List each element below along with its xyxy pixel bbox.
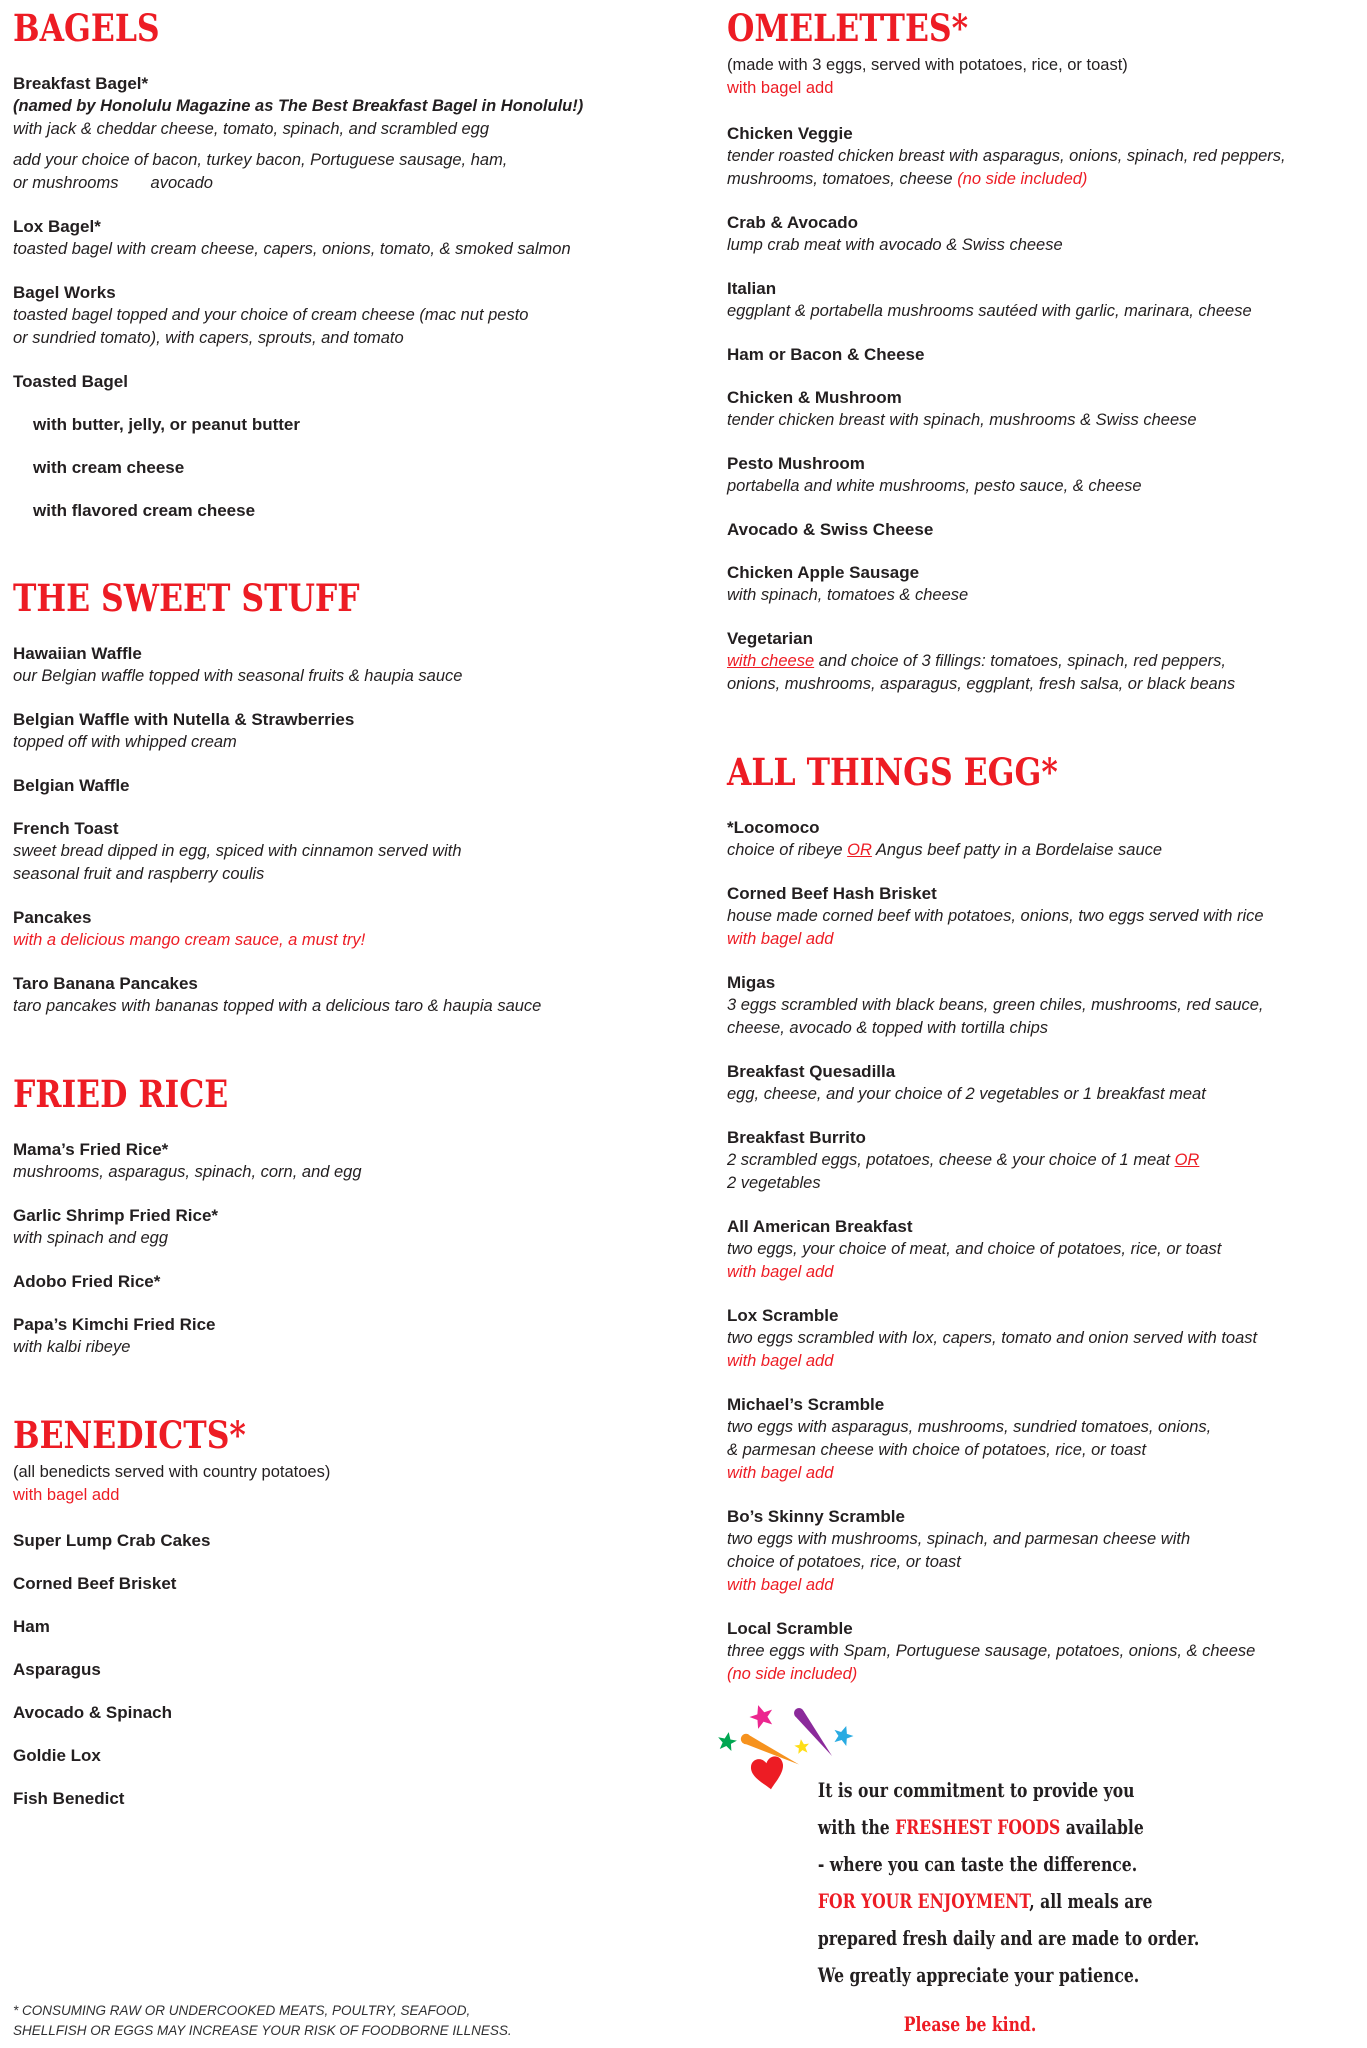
item-desc-line: [727, 1172, 1367, 1195]
item-desc-line: [727, 994, 1367, 1017]
menu-item: [727, 277, 1367, 323]
text-run: sweet bread dipped in egg, spiced with cinnamon served with: [13, 842, 462, 860]
item-desc-line: [727, 1439, 1367, 1462]
item-desc-line: [727, 1528, 1367, 1551]
section-note: with bagel add: [13, 1486, 120, 1504]
item-desc-line: [727, 1574, 1367, 1597]
item-desc-line: [727, 839, 1367, 862]
menu-item: [727, 452, 1367, 498]
menu-item: [13, 1529, 713, 1552]
commitment-line: [817, 1809, 1144, 1846]
item-desc-line: [727, 1238, 1367, 1261]
text-run: our Belgian waffle topped with seasonal fruits & haupia sauce: [13, 667, 463, 685]
item-name: Michael’s Scramble: [727, 1395, 885, 1414]
text-run: two eggs with mushrooms, spinach, and parmesan cheese with: [727, 1530, 1191, 1548]
text-run: cheese, avocado & topped with tortilla chips: [727, 1019, 1049, 1037]
text-run: with bagel add: [727, 930, 834, 948]
text-run: mushrooms, asparagus, spinach, corn, and egg: [13, 1163, 362, 1181]
section-title: BENEDICTS*: [13, 1413, 246, 1457]
menu-section: [727, 6, 1367, 696]
item-desc-line: [727, 1551, 1367, 1574]
commitment-line: [817, 1772, 1135, 1809]
section-note: (made with 3 eggs, served with potatoes, rice, or toast): [727, 56, 1128, 74]
menu-item: [13, 1270, 713, 1293]
menu-item: [727, 386, 1367, 432]
item-desc-line: [13, 172, 713, 195]
text-run: three eggs with Spam, Portuguese sausage, potatoes, onions, & cheese: [727, 1642, 1256, 1660]
highlighted-text: with cheese: [727, 652, 815, 670]
menu-item: [727, 1617, 1367, 1686]
star-icon: [794, 1738, 811, 1754]
item-name: Pancakes: [13, 908, 92, 927]
item-name: Fish Benedict: [13, 1789, 125, 1808]
item-name: Belgian Waffle with Nutella & Strawberries: [13, 710, 355, 729]
menu-item: [727, 1393, 1367, 1485]
item-desc-line: [727, 1261, 1367, 1284]
menu-item: [727, 343, 1367, 366]
item-desc-line: [727, 584, 1367, 607]
item-desc-line: [13, 118, 713, 141]
item-desc-line: [727, 300, 1367, 323]
item-name: Garlic Shrimp Fried Rice*: [13, 1206, 219, 1225]
item-name: Mama’s Fried Rice*: [13, 1140, 169, 1159]
menu-section: [13, 6, 713, 522]
item-desc-line: [727, 1327, 1367, 1350]
footer-disclaimer: [13, 2001, 512, 2041]
menu-item: [13, 817, 713, 886]
item-desc-line: [13, 840, 713, 863]
text-run: two eggs scrambled with lox, capers, tomato and onion served with toast: [727, 1329, 1258, 1347]
menu-item: [13, 72, 713, 195]
item-name: Avocado & Spinach: [13, 1703, 173, 1722]
item-name: Chicken Veggie: [727, 124, 853, 143]
section-note: (all benedicts served with country potatoes): [13, 1463, 331, 1481]
menu-item: [727, 1215, 1367, 1284]
text-run: with bagel add: [727, 1576, 834, 1594]
text-run: mushrooms, tomatoes, cheese: [727, 170, 958, 188]
text-run: with kalbi ribeye: [13, 1338, 131, 1356]
menu-column-right: [727, 6, 1367, 1686]
item-name: Chicken Apple Sausage: [727, 563, 920, 582]
star-icon: [747, 1701, 777, 1730]
menu-item: [13, 1658, 713, 1681]
menu-section: [13, 1413, 713, 1810]
item-desc-line: [13, 238, 713, 261]
item-desc-line: [727, 168, 1367, 191]
item-desc-line: [13, 327, 713, 350]
item-name: Toasted Bagel: [13, 372, 128, 391]
section-title: FRIED RICE: [13, 1072, 229, 1116]
section-title: THE SWEET STUFF: [13, 576, 360, 620]
item-name: Breakfast Bagel*: [13, 74, 149, 93]
text-run: - where you can taste the difference.: [817, 1852, 1138, 1876]
item-name: Lox Bagel*: [13, 217, 101, 236]
text-run: with jack & cheddar cheese, tomato, spinach, and scrambled egg: [13, 120, 490, 138]
item-option: with flavored cream cheese: [33, 501, 256, 520]
section-title: ALL THINGS EGG*: [727, 750, 1058, 794]
item-name: Bagel Works: [13, 283, 116, 302]
item-name: *Locomoco: [727, 818, 820, 837]
item-option: with cream cheese: [33, 458, 185, 477]
menu-section: [727, 750, 1367, 1686]
commitment-line: [817, 1883, 1153, 1920]
text-run: (named by Honolulu Magazine as The Best Breakfast Bagel in Honolulu!): [13, 97, 584, 115]
item-name: Taro Banana Pancakes: [13, 974, 198, 993]
text-run: , all meals are: [1029, 1889, 1153, 1913]
text-run: with spinach and egg: [13, 1229, 169, 1247]
item-name: Avocado & Swiss Cheese: [727, 520, 934, 539]
menu-item: [727, 1304, 1367, 1373]
item-name: Belgian Waffle: [13, 776, 130, 795]
item-desc-line: [727, 1017, 1367, 1040]
section-notes: [727, 54, 1367, 100]
commitment-line: [817, 1920, 1200, 1957]
menu-item: [13, 1615, 713, 1638]
text-run: taro pancakes with bananas topped with a delicious taro & haupia sauce: [13, 997, 542, 1015]
item-desc-line: [727, 928, 1367, 951]
text-run: seasonal fruit and raspberry coulis: [13, 865, 265, 883]
text-run: with bagel add: [727, 1464, 834, 1482]
item-name: Ham: [13, 1617, 50, 1636]
menu-item: [727, 1505, 1367, 1597]
highlighted-text: (no side included): [957, 170, 1088, 188]
item-option: with butter, jelly, or peanut butter: [33, 415, 300, 434]
item-desc-line: [13, 149, 713, 172]
item-desc-line: [13, 95, 713, 118]
item-name: Super Lump Crab Cakes: [13, 1531, 211, 1550]
menu-item: [727, 816, 1367, 862]
text-run: house made corned beef with potatoes, onions, two eggs served with rice: [727, 907, 1264, 925]
item-name: All American Breakfast: [727, 1217, 913, 1236]
text-run: portabella and white mushrooms, pesto sauce, & cheese: [727, 477, 1142, 495]
text-run: or sundried tomato), with capers, sprouts, and tomato: [13, 329, 404, 347]
item-desc-line: [727, 1416, 1367, 1439]
text-run: choice of ribeye: [727, 841, 848, 859]
menu-item: [727, 561, 1367, 607]
menu-item: [13, 1787, 713, 1810]
item-desc-line: [13, 731, 713, 754]
text-run: or mushrooms avocado: [13, 174, 213, 192]
item-name: Local Scramble: [727, 1619, 853, 1638]
menu-item: [727, 882, 1367, 951]
item-name: Asparagus: [13, 1660, 101, 1679]
star-icon: [716, 1731, 738, 1752]
item-desc-line: [727, 673, 1367, 696]
please-be-kind-text: Please be kind.: [903, 2012, 1037, 2036]
text-run: choice of potatoes, rice, or toast: [727, 1553, 961, 1571]
text-run: (no side included): [727, 1665, 858, 1683]
menu-item: [13, 1313, 713, 1359]
menu-item: [13, 642, 713, 688]
item-name: Adobo Fried Rice*: [13, 1272, 161, 1291]
item-desc-line: [727, 905, 1367, 928]
item-desc-line: [13, 1336, 713, 1359]
menu-section: [13, 1072, 713, 1359]
commitment-line: [817, 1846, 1138, 1883]
item-name: Breakfast Burrito: [727, 1128, 866, 1147]
text-run: eggplant & portabella mushrooms sautéed with garlic, marinara, cheese: [727, 302, 1252, 320]
text-run: It is our commitment to provide you: [817, 1778, 1135, 1802]
item-desc-line: [13, 863, 713, 886]
text-run: egg, cheese, and your choice of 2 vegetables or 1 breakfast meat: [727, 1085, 1206, 1103]
text-run: with spinach, tomatoes & cheese: [727, 586, 969, 604]
menu-item: [727, 211, 1367, 257]
menu-item: [13, 1744, 713, 1767]
highlighted-text: FOR YOUR ENJOYMENT: [817, 1889, 1030, 1913]
text-run: & parmesan cheese with choice of potatoes, rice, or toast: [727, 1441, 1147, 1459]
menu-item: [13, 1204, 713, 1250]
text-run: lump crab meat with avocado & Swiss cheese: [727, 236, 1063, 254]
text-run: two eggs, your choice of meat, and choice of potatoes, rice, or toast: [727, 1240, 1222, 1258]
section-note: with bagel add: [727, 79, 834, 97]
item-desc-line: [13, 1227, 713, 1250]
text-run: 3 eggs scrambled with black beans, green chiles, mushrooms, red sauce,: [727, 996, 1264, 1014]
item-name: Corned Beef Hash Brisket: [727, 884, 937, 903]
item-name: Corned Beef Brisket: [13, 1574, 177, 1593]
section-title: OMELETTES*: [727, 6, 969, 50]
item-desc-line: [727, 475, 1367, 498]
item-name: Papa’s Kimchi Fried Rice: [13, 1315, 216, 1334]
highlighted-text: OR: [847, 841, 872, 859]
item-name: Italian: [727, 279, 777, 298]
item-name: Ham or Bacon & Cheese: [727, 345, 925, 364]
menu-item: [727, 627, 1367, 696]
item-desc-line: [13, 929, 713, 952]
item-desc-line: [13, 1161, 713, 1184]
item-name: Chicken & Mushroom: [727, 388, 902, 407]
text-run: available: [1060, 1815, 1144, 1839]
item-name: Goldie Lox: [13, 1746, 101, 1765]
item-desc-line: [727, 1350, 1367, 1373]
item-desc-line: [727, 234, 1367, 257]
text-run: with the: [817, 1815, 896, 1839]
footer-disclaimer-line: * CONSUMING RAW OR UNDERCOOKED MEATS, POULTRY, SEAFOOD,: [13, 2003, 471, 2018]
text-run: toasted bagel with cream cheese, capers, onions, tomato, & smoked salmon: [13, 240, 571, 258]
item-name: Vegetarian: [727, 629, 813, 648]
menu-item: [13, 972, 713, 1018]
menu-column-left: [13, 6, 713, 1810]
text-run: with bagel add: [727, 1263, 834, 1281]
menu-section: [13, 576, 713, 1018]
star-icon: [831, 1723, 856, 1747]
item-desc-line: [727, 1462, 1367, 1485]
text-run: with a delicious mango cream sauce, a must try!: [13, 931, 366, 949]
item-name: Breakfast Quesadilla: [727, 1062, 896, 1081]
text-run: toasted bagel topped and your choice of cream cheese (mac nut pesto: [13, 306, 529, 324]
item-name: Bo’s Skinny Scramble: [727, 1507, 905, 1526]
menu-item: [727, 518, 1367, 541]
text-run: Angus beef patty in a Bordelaise sauce: [871, 841, 1163, 859]
text-run: 2 vegetables: [727, 1174, 821, 1192]
text-run: two eggs with asparagus, mushrooms, sundried tomatoes, onions,: [727, 1418, 1212, 1436]
item-desc-line: [13, 665, 713, 688]
item-desc-line: [727, 1640, 1367, 1663]
commitment-text: [775, 1772, 1200, 2043]
menu-item: [727, 971, 1367, 1040]
text-run: tender chicken breast with spinach, mushrooms & Swiss cheese: [727, 411, 1197, 429]
highlighted-text: FRESHEST FOODS: [895, 1815, 1061, 1839]
text-run: prepared fresh daily and are made to order.: [817, 1926, 1200, 1950]
item-name: Migas: [727, 973, 776, 992]
item-name: Hawaiian Waffle: [13, 644, 142, 663]
text-run: and choice of 3 fillings: tomatoes, spinach, red peppers,: [814, 652, 1226, 670]
menu-item: [13, 1138, 713, 1184]
item-desc-line: [727, 650, 1367, 673]
item-desc-line: [727, 1083, 1367, 1106]
text-run: 2 scrambled eggs, potatoes, cheese & your choice of 1 meat: [727, 1151, 1175, 1169]
item-name: Pesto Mushroom: [727, 454, 865, 473]
item-desc-line: [727, 1149, 1367, 1172]
text-run: with bagel add: [727, 1352, 834, 1370]
text-run: topped off with whipped cream: [13, 733, 237, 751]
item-desc-line: [13, 304, 713, 327]
menu-item: [727, 122, 1367, 191]
menu-item: [13, 708, 713, 754]
text-run: tender roasted chicken breast with asparagus, onions, spinach, red peppers,: [727, 147, 1286, 165]
section-title: BAGELS: [13, 6, 160, 50]
item-name: Crab & Avocado: [727, 213, 858, 232]
footer-disclaimer-line: SHELLFISH OR EGGS MAY INCREASE YOUR RISK OF FOODBORNE ILLNESS.: [13, 2023, 512, 2038]
item-desc-line: [727, 145, 1367, 168]
item-desc-line: [727, 409, 1367, 432]
item-name: Lox Scramble: [727, 1306, 839, 1325]
menu-item: [13, 774, 713, 797]
section-notes: [13, 1461, 713, 1507]
text-run: We greatly appreciate your patience.: [817, 1963, 1140, 1987]
menu-item: [13, 281, 713, 350]
menu-item: [13, 1701, 713, 1724]
menu-item: [13, 215, 713, 261]
item-name: French Toast: [13, 819, 119, 838]
menu-item: [727, 1060, 1367, 1106]
highlighted-text: OR: [1174, 1151, 1200, 1169]
item-desc-line: [13, 995, 713, 1018]
menu-item: [727, 1126, 1367, 1195]
item-desc-line: [727, 1663, 1367, 1686]
menu-item: [13, 370, 713, 522]
menu-item: [13, 906, 713, 952]
text-run: onions, mushrooms, asparagus, eggplant, fresh salsa, or black beans: [727, 675, 1236, 693]
commitment-line: [817, 1957, 1140, 1994]
menu-item: [13, 1572, 713, 1595]
text-run: add your choice of bacon, turkey bacon, Portuguese sausage, ham,: [13, 151, 508, 169]
